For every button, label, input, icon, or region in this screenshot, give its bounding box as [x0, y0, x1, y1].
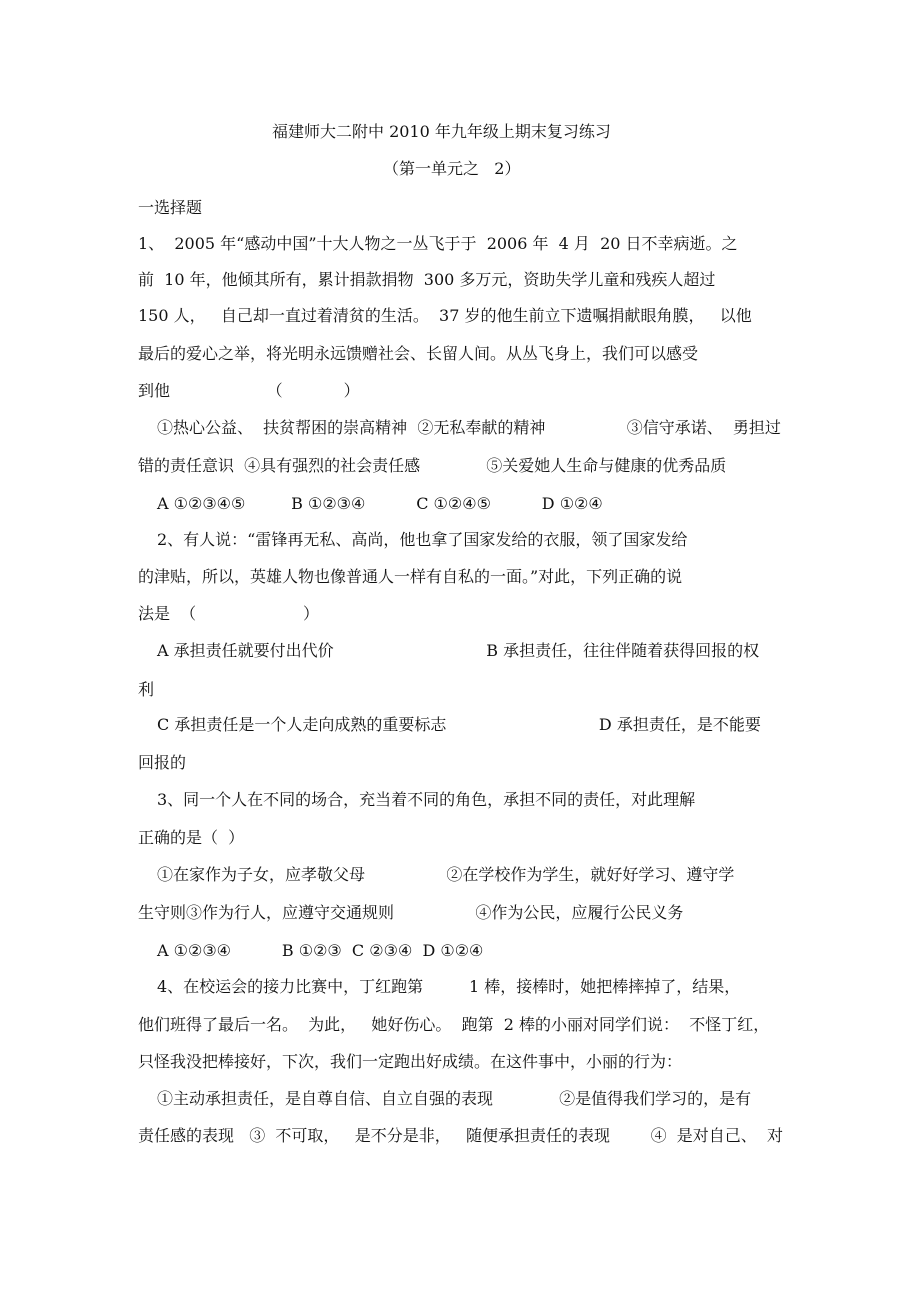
q3-option-line-1: ①在家作为子女，应孝敬父母 ②在学校作为学生，就好好学习、遵守学 — [157, 865, 735, 884]
q1-line-4: 最后的爱心之举，将光明永远馈赠社会、长留人间。从丛飞身上，我们可以感受 — [138, 344, 699, 363]
q1-choices: A ①②③④⑤ B ①②③④ C ①②④⑤ D ①②④ — [157, 494, 603, 513]
q3-choices: A ①②③④ B ①②③ C ②③④ D ①②④ — [157, 941, 484, 960]
q3-line-1: 3、同一个人在不同的场合，充当着不同的角色，承担不同的责任，对此理解 — [157, 790, 696, 809]
q1-option-line-2: 错的责任意识 ④具有强烈的社会责任感 ⑤关爱她人生命与健康的优秀品质 — [138, 456, 727, 475]
q2-choice-cd-cont: 回报的 — [138, 753, 187, 772]
q4-line-2: 他们班得了最后一名。 为此， 她好伤心。 跑第 2 棒的小丽对同学们说： 不怪丁红， — [138, 1015, 770, 1034]
q3-option-line-2: 生守则③作为行人，应遵守交通规则 ④作为公民，应履行公民义务 — [138, 903, 684, 922]
q2-line-2: 的津贴，所以，英雄人物也像普通人一样有自私的一面。”对此，下列正确的说 — [138, 567, 683, 586]
document-title: 福建师大二附中 2010 年九年级上期末复习练习 — [272, 122, 611, 141]
q2-choice-cd: C 承担责任是一个人走向成熟的重要标志 D 承担责任，是不能要 — [157, 715, 761, 734]
document-subtitle: （第一单元之 2） — [383, 159, 521, 178]
q3-line-2: 正确的是（ ） — [138, 828, 245, 847]
q4-option-line-2: 责任感的表现 ③ 不可取， 是不分是非， 随便承担责任的表现 ④ 是对自己、 对 — [138, 1126, 783, 1145]
q1-line-3: 150 人， 自己却一直过着清贫的生活。 37 岁的他生前立下遗嘱捐献眼角膜， 以他 — [138, 306, 752, 325]
q4-option-line-1: ①主动承担责任，是自尊自信、自立自强的表现 ②是值得我们学习的，是有 — [157, 1089, 752, 1108]
q1-line-5: 到他 （ ） — [138, 381, 360, 400]
q1-line-2: 前 10 年，他倾其所有，累计捐款捐物 300 多万元，资助失学儿童和残疾人超过 — [138, 270, 716, 289]
q1-option-line-1: ①热心公益、 扶贫帮困的崇高精神 ②无私奉献的精神 ③信守承诺、 勇担过 — [157, 418, 781, 437]
q2-line-3: 法是 （ ） — [138, 604, 319, 623]
q2-choice-ab: A 承担责任就要付出代价 B 承担责任，往往伴随着获得回报的权 — [157, 641, 760, 660]
section-heading: 一选择题 — [138, 198, 203, 217]
q4-line-3: 只怪我没把棒接好，下次，我们一定跑出好成绩。在这件事中，小丽的行为： — [138, 1052, 683, 1071]
q1-line-1: 1、 2005 年“感动中国”十大人物之一丛飞于于 2006 年 4 月 20 日不幸病逝。之 — [138, 234, 738, 253]
q4-line-1: 4、在校运会的接力比赛中，丁红跑第 1 棒，接棒时，她把棒摔掉了，结果， — [157, 977, 741, 996]
q2-line-1: 2、有人说：“雷锋再无私、高尚，他也拿了国家发给的衣服，领了国家发给 — [157, 530, 688, 549]
q2-choice-ab-cont: 利 — [138, 680, 155, 699]
